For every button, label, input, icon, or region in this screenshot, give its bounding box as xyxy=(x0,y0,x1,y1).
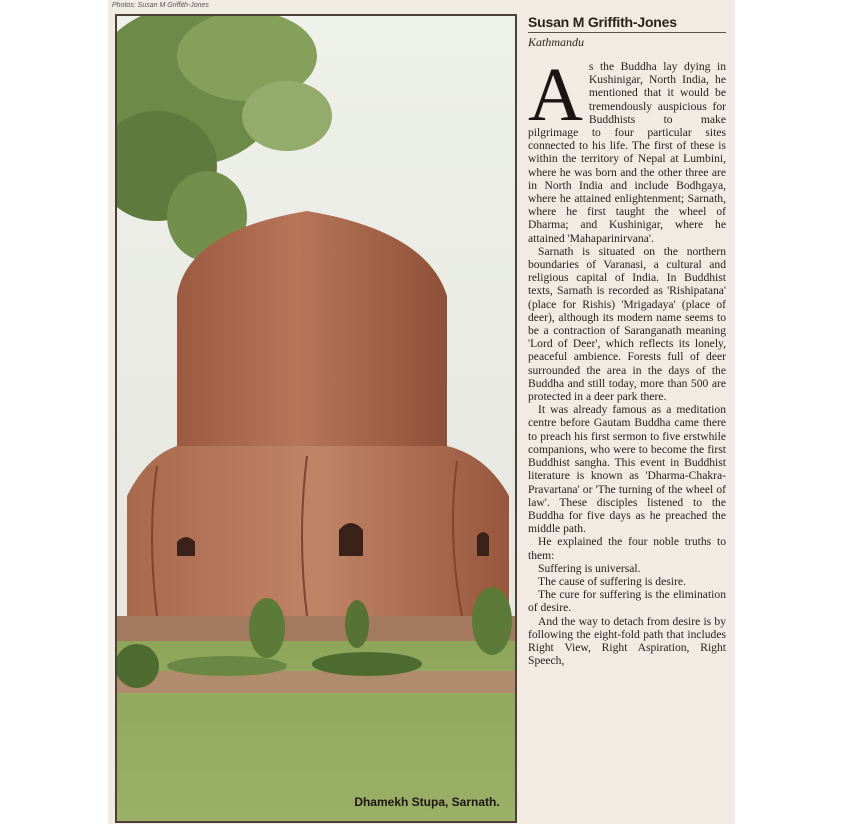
stupa-illustration xyxy=(117,16,515,821)
photo-caption: Dhamekh Stupa, Sarnath. xyxy=(354,795,500,809)
author-name: Susan M Griffith-Jones xyxy=(528,14,677,30)
dateline-location: Kathmandu xyxy=(528,35,585,49)
paragraph: And the way to detach from desire is by following the eight-fold path that includes Right View, Right Aspiration, Right Speech, xyxy=(528,614,726,668)
byline xyxy=(528,14,726,50)
stupa-base xyxy=(127,446,509,626)
drop-cap: A xyxy=(528,53,583,137)
paragraph: Sarnath is situated on the northern boundaries of Varanasi, a cultural and religious capital of India. In Buddhist texts, Sarnath is recorded as 'Rishipatana' (place for Rishis) 'Mrigadaya' (place of deer), although its modern name seems to be a contraction of Saranganath meaning 'Lord of Deer', which reflects its lonely, peaceful ambience. Forests full of deer surrounded the area in the days of the Buddha and still today, more than 500 are protected in a deer park there. xyxy=(528,244,726,404)
byline-rule xyxy=(528,32,726,33)
paragraph: Suffering is universal. xyxy=(538,561,641,575)
lead-text: s the Buddha lay dying in Kushinigar, North India, he mentioned that it would be tremendously auspicious for Buddhists to make pilgrimage to four particular sites connected to his life. The first of these is within the territory of Nepal at Lumbini, where he was born and the other three are in North India and include Bodhgaya, where he attained enlightenment; Sarnath, where he first taught the wheel of Dharma; and Kushinigar, where he attained 'Mahaparinirvana'. xyxy=(528,60,726,245)
paragraph: The cause of suffering is desire. xyxy=(538,574,686,588)
stupa-photo xyxy=(115,14,517,823)
photo-credit: Photos: Susan M Griffith-Jones xyxy=(112,2,209,9)
article-body xyxy=(528,53,726,668)
stupa-dome xyxy=(177,211,447,456)
lead-paragraph xyxy=(528,53,726,245)
paragraph: He explained the four noble truths to them: xyxy=(528,535,726,562)
paragraph: The cure for suffering is the elimination of desire. xyxy=(528,588,726,615)
paragraph: It was already famous as a meditation centre before Gautam Buddha came there to preach his first sermon to five erstwhile companions, who were to become the first Buddhist sangha. This event in Buddhist literature is known as 'Dharma-Chakra-Pravartana' or 'The turning of the wheel of law'. These disciples listened to the Buddha for five days as he preached the middle path. xyxy=(528,403,726,536)
